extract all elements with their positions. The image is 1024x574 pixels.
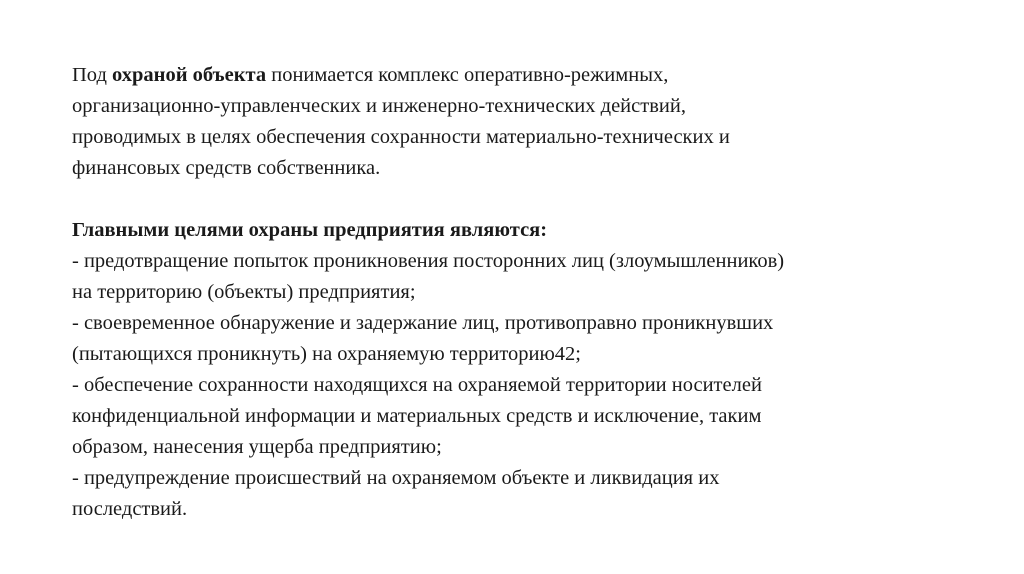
goals-heading: Главными целями охраны предприятия являются:	[72, 219, 548, 241]
goals-section	[72, 215, 972, 525]
goal-item-4-line-2: последствий.	[72, 498, 188, 520]
goal-item-3-line-2: конфиденциальной информации и материальных средств и исключение, таким	[72, 405, 762, 427]
goal-item-4-line-1: - предупреждение происшествий на охраняемом объекте и ликвидация их	[72, 467, 720, 489]
goal-item-1-line-1: - предотвращение попыток проникновения посторонних лиц (злоумышленников)	[72, 250, 785, 272]
intro-line-3: проводимых в целях обеспечения сохранности материально-технических и	[72, 126, 730, 148]
goal-item-2-line-2: (пытающихся проникнуть) на охраняемую территорию42;	[72, 343, 582, 365]
intro-term: охраной объекта	[112, 64, 267, 86]
goal-item-3-line-3: образом, нанесения ущерба предприятию;	[72, 436, 442, 458]
intro-paragraph	[72, 60, 972, 184]
intro-line-1-rest: понимается комплекс оперативно-режимных,	[266, 64, 669, 86]
goal-item-1-line-2: на территорию (объекты) предприятия;	[72, 281, 416, 303]
paragraph-gap	[72, 184, 972, 215]
intro-line-2: организационно-управленческих и инженерно-технических действий,	[72, 95, 686, 117]
intro-line-4: финансовых средств собственника.	[72, 157, 381, 179]
intro-line-1	[72, 60, 972, 91]
goal-item-2-line-1: - своевременное обнаружение и задержание лиц, противоправно проникнувших	[72, 312, 774, 334]
slide-content	[72, 60, 972, 525]
goal-item-3-line-1: - обеспечение сохранности находящихся на охраняемой территории носителей	[72, 374, 762, 396]
intro-prefix: Под	[72, 64, 113, 86]
